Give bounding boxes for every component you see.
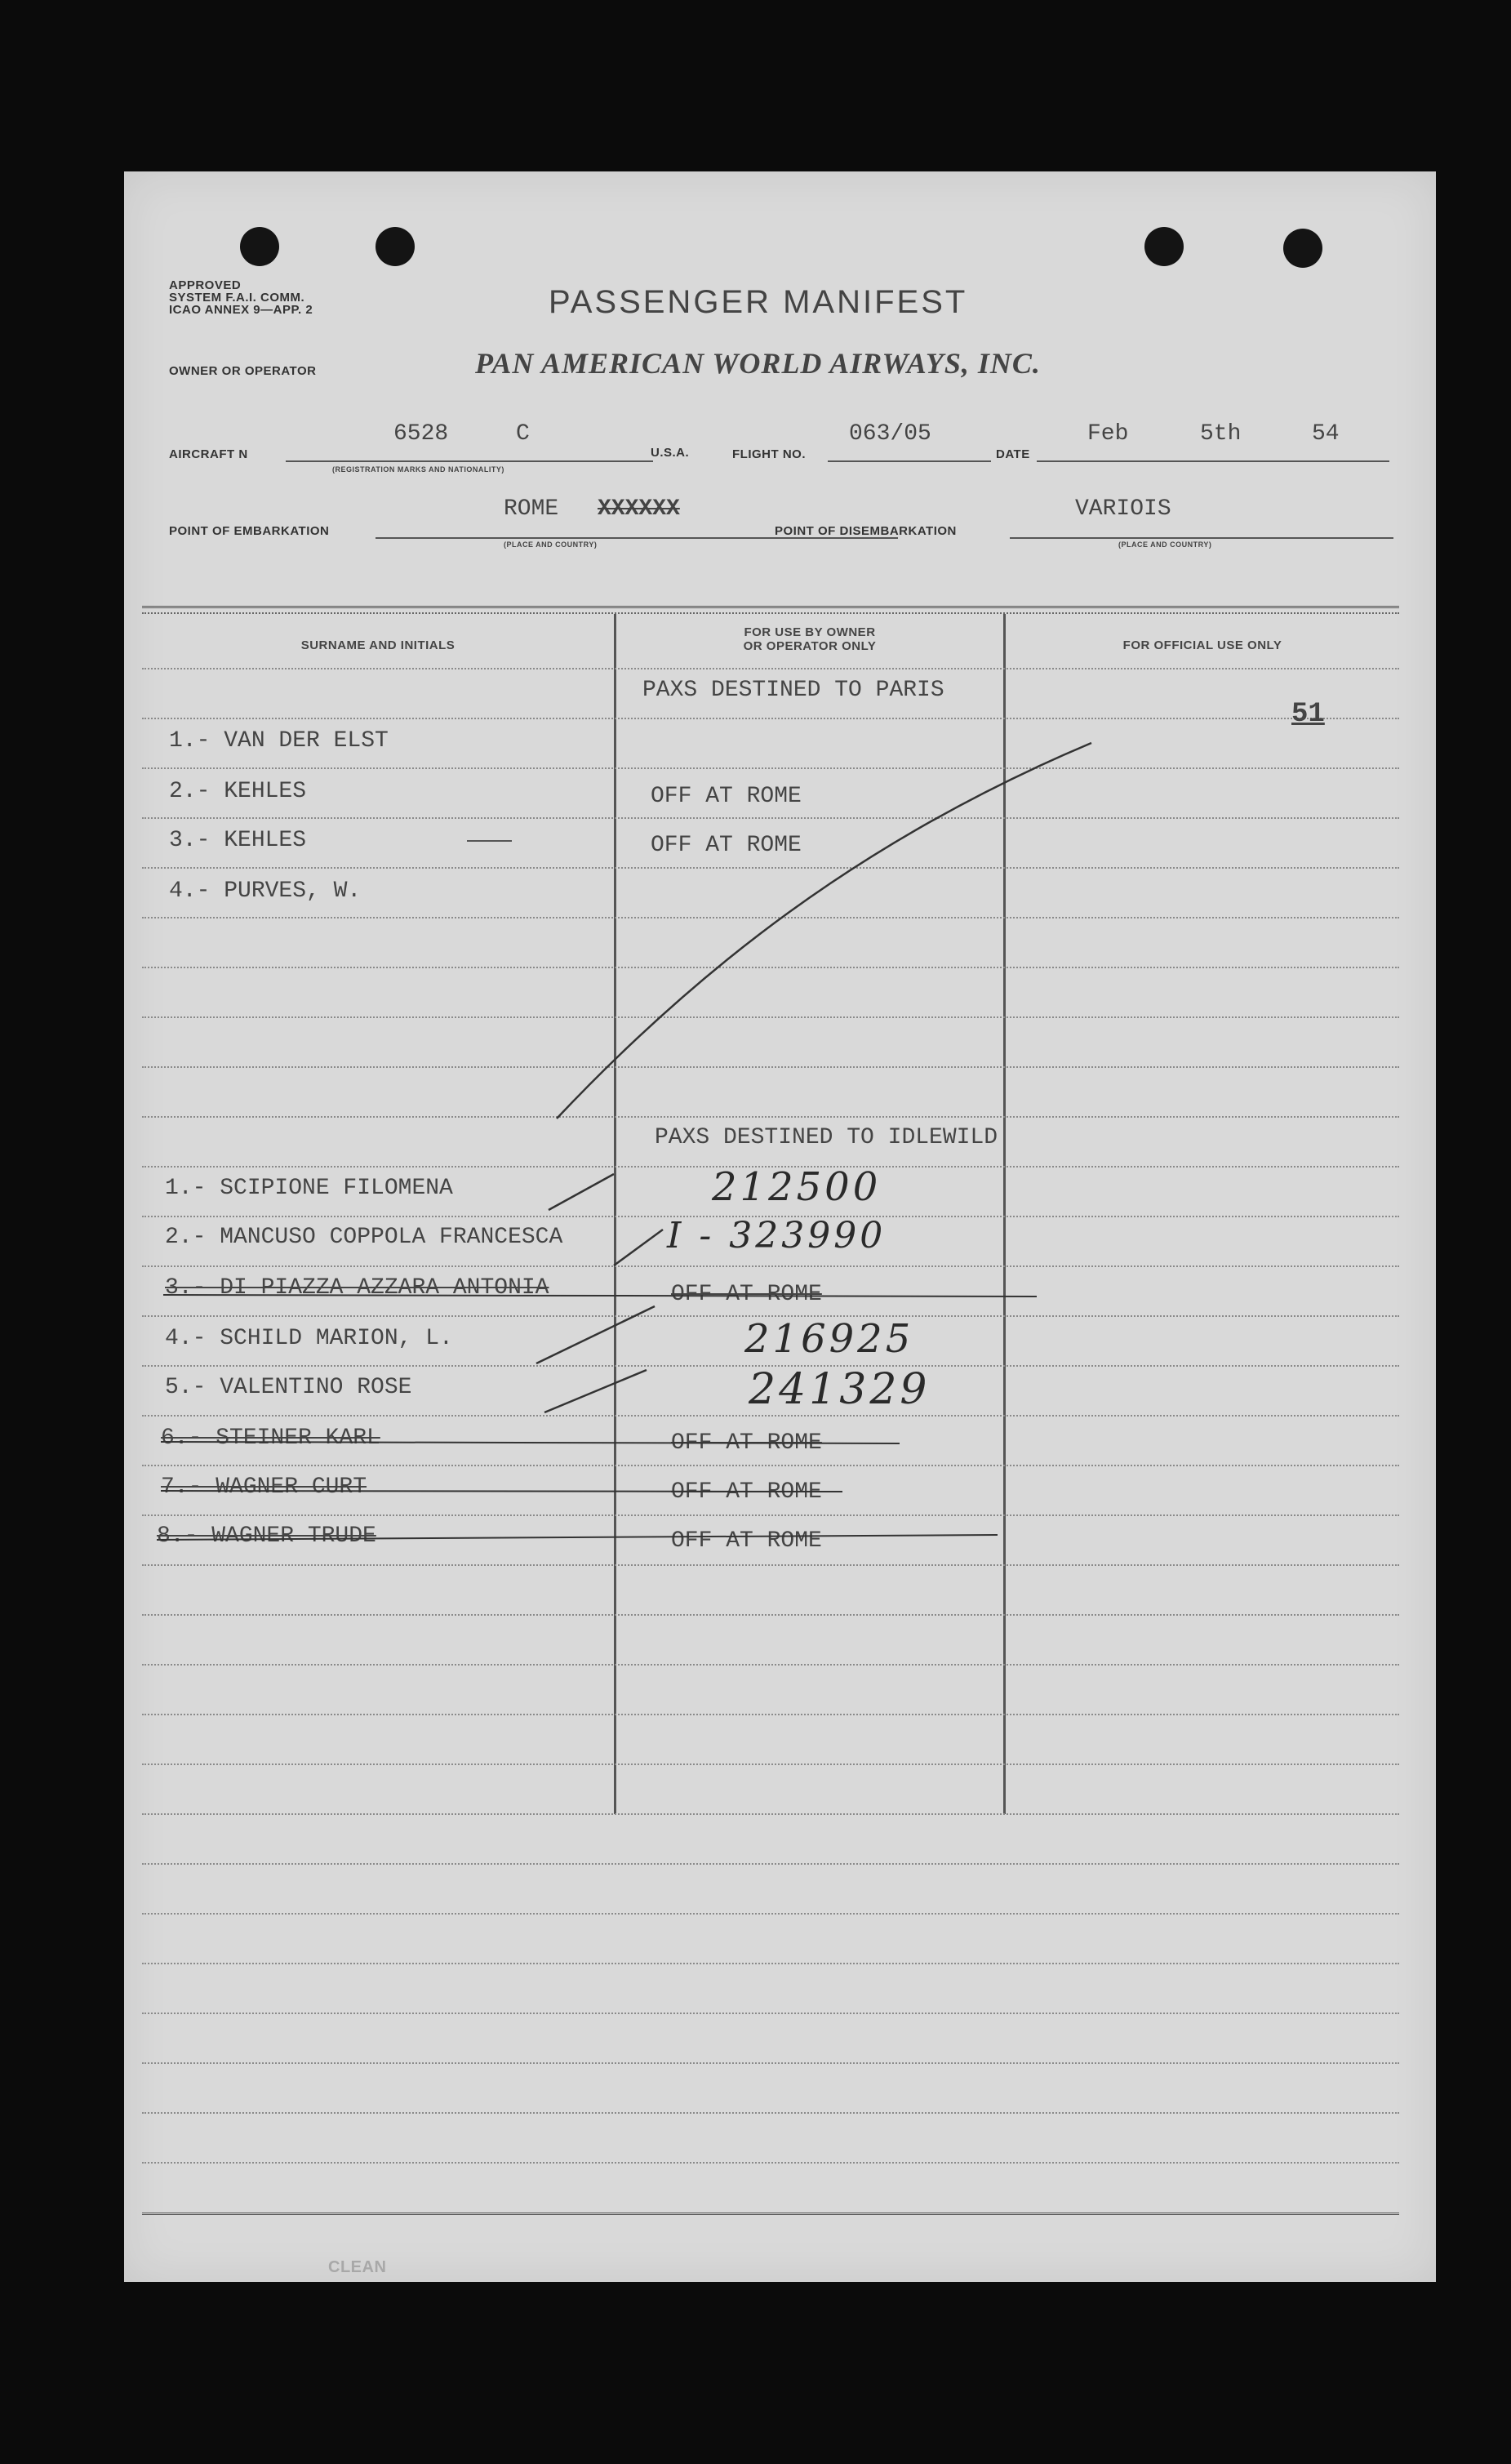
- passenger-note: OFF AT ROME: [671, 1528, 822, 1554]
- approval-line: APPROVED: [169, 278, 242, 292]
- passenger-name-struck: 7.- WAGNER CURT: [161, 1474, 367, 1500]
- passenger-name-struck: 8.- WAGNER TRUDE: [157, 1523, 376, 1549]
- section-heading-idlewild: PAXS DESTINED TO IDLEWILD: [655, 1125, 998, 1150]
- tick-mark: [549, 1174, 614, 1210]
- passenger-name: 3.- KEHLES: [169, 828, 307, 853]
- passenger-note: OFF AT ROME: [651, 833, 802, 858]
- passenger-note-struck: OFF AT ROME: [671, 1479, 822, 1505]
- tick-mark: [614, 1230, 663, 1265]
- col-header-owner-line: OR OPERATOR ONLY: [743, 639, 877, 653]
- passenger-note-handwritten: I - 323990: [667, 1215, 887, 1256]
- passenger-name: 1.- SCIPIONE FILOMENA: [165, 1176, 453, 1201]
- date-month: Feb: [1087, 421, 1129, 447]
- passenger-note-struck: OFF AT ROME: [671, 1282, 822, 1307]
- col-header-official: FOR OFFICIAL USE ONLY: [1122, 638, 1282, 652]
- disembarkation-label: POINT OF DISEMBARKATION: [775, 524, 957, 538]
- owner-label: OWNER OR OPERATOR: [169, 364, 317, 378]
- tick-mark: [536, 1306, 655, 1363]
- date-label: DATE: [996, 447, 1030, 461]
- aircraft-label: AIRCRAFT N: [169, 447, 248, 461]
- usa-label: U.S.A.: [651, 446, 690, 460]
- manifest-sheet: [124, 171, 1436, 2282]
- passenger-note-handwritten: 241329: [749, 1365, 931, 1414]
- passenger-name-struck: 6.- STEINER KARL: [161, 1425, 380, 1451]
- place-caption: (PLACE AND COUNTRY): [504, 540, 598, 549]
- passenger-note-handwritten: 212500: [712, 1164, 882, 1210]
- col-header-surname: SURNAME AND INITIALS: [300, 638, 456, 652]
- passenger-note-handwritten: 216925: [744, 1316, 914, 1362]
- col-header-owner-line: FOR USE BY OWNER: [744, 625, 876, 639]
- strike-line: [161, 1491, 842, 1492]
- place-caption: (PLACE AND COUNTRY): [1118, 540, 1212, 549]
- approval-line: SYSTEM F.A.I. COMM.: [169, 291, 305, 305]
- form-title: PASSENGER MANIFEST: [549, 284, 968, 320]
- pen-marks: [124, 171, 1436, 2282]
- footer-stamp: CLEAN: [328, 2258, 387, 2276]
- tick-mark: [544, 1370, 647, 1412]
- passenger-name-struck: 3.- DI PIAZZA AZZARA ANTONIA: [165, 1275, 549, 1301]
- flight-label: FLIGHT NO.: [732, 447, 806, 461]
- passenger-name: 2.- MANCUSO COPPOLA FRANCESCA: [165, 1225, 563, 1250]
- strike-line: [161, 1442, 900, 1443]
- passenger-name: 4.- SCHILD MARION, L.: [165, 1326, 453, 1351]
- registration-caption: (REGISTRATION MARKS AND NATIONALITY): [332, 465, 504, 474]
- diagonal-cancel-line: [557, 743, 1091, 1119]
- section-heading-paris: PAXS DESTINED TO PARIS: [642, 678, 944, 703]
- aircraft-number: 6528: [393, 421, 449, 447]
- passenger-note: OFF AT ROME: [651, 784, 802, 809]
- strike-line: [163, 1295, 1037, 1296]
- strike-line: [157, 1535, 998, 1540]
- flight-number: 063/05: [849, 421, 931, 447]
- official-count: 51: [1291, 699, 1325, 730]
- embarkation-value: ROME: [504, 496, 559, 522]
- date-day: 5th: [1200, 421, 1242, 447]
- embarkation-struck: XXXXXX: [598, 496, 680, 522]
- disembarkation-value: VARIOIS: [1075, 496, 1171, 522]
- passenger-name: 5.- VALENTINO ROSE: [165, 1375, 412, 1400]
- aircraft-suffix: C: [516, 421, 530, 447]
- passenger-name: 1.- VAN DER ELST: [169, 728, 389, 754]
- date-year: 54: [1312, 421, 1340, 447]
- passenger-note-struck: OFF AT ROME: [671, 1430, 822, 1456]
- operator-name: PAN AMERICAN WORLD AIRWAYS, INC.: [475, 347, 1041, 380]
- approval-line: ICAO ANNEX 9—APP. 2: [169, 303, 313, 317]
- embarkation-label: POINT OF EMBARKATION: [169, 524, 330, 538]
- passenger-name: 4.- PURVES, W.: [169, 878, 362, 904]
- passenger-name: 2.- KEHLES: [169, 779, 307, 804]
